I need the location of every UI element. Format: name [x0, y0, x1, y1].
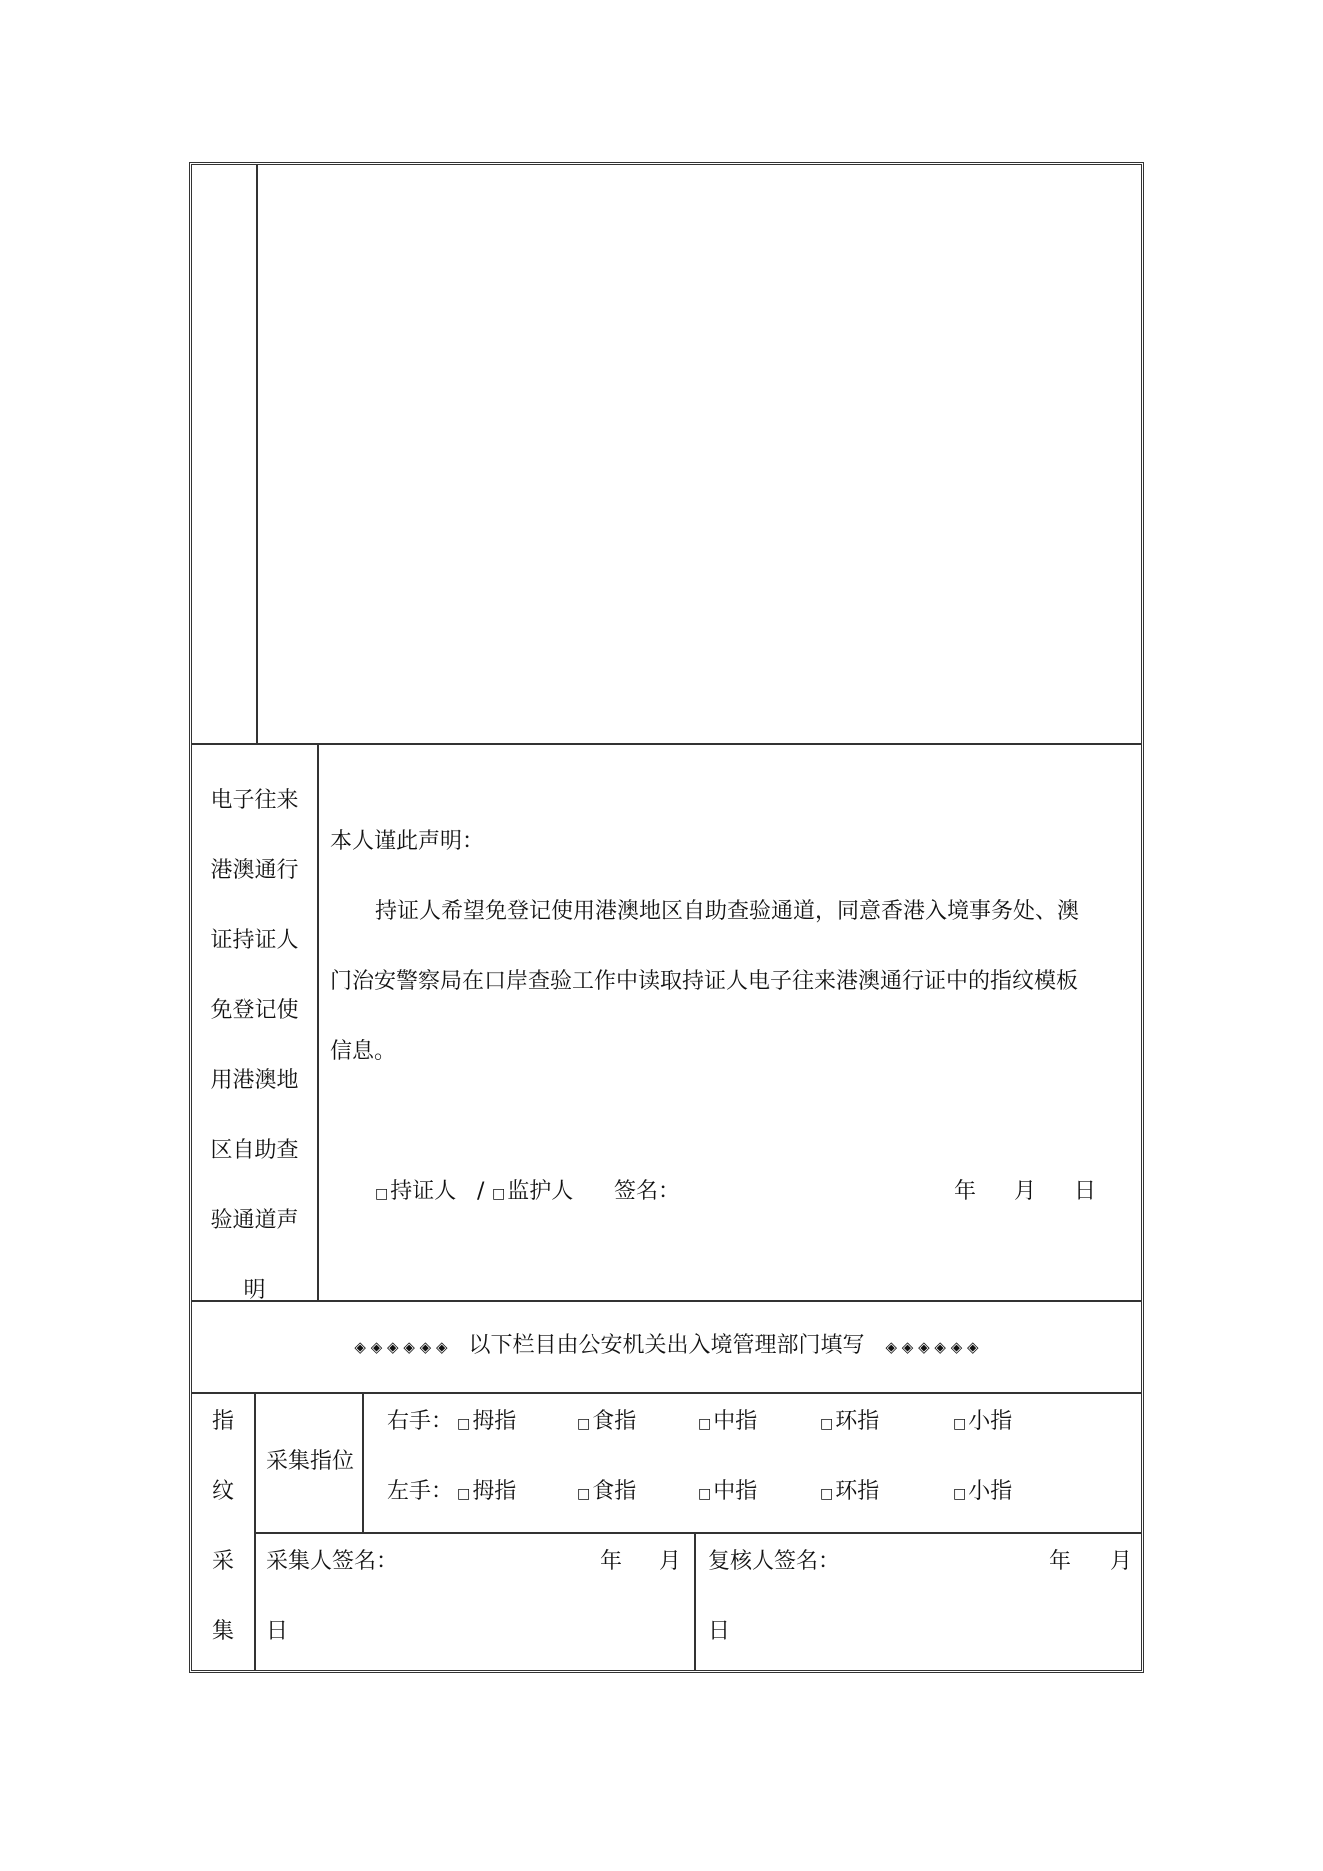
declaration-label-line: 验通道声 — [210, 1208, 299, 1233]
left-thumb-option[interactable] — [457, 1479, 516, 1507]
declaration-date-year: 年 — [954, 1179, 977, 1204]
finger-label: 中指 — [713, 1479, 758, 1504]
finger-label: 食指 — [592, 1409, 637, 1434]
collector-sign-label: 采集人签名： — [266, 1549, 399, 1574]
declaration-label-line: 用港澳地 — [210, 1068, 299, 1093]
left-hand-label: 左手： — [387, 1479, 454, 1504]
right-hand-label: 右手： — [387, 1409, 454, 1434]
declaration-label-line: 明 — [243, 1278, 266, 1303]
declaration-signature-field[interactable] — [682, 1175, 932, 1209]
reviewer-date-day: 日 — [708, 1619, 731, 1644]
checkbox-icon[interactable]: □ — [577, 1416, 591, 1432]
reviewer-sign-label: 复核人签名： — [708, 1549, 841, 1574]
banner-decoration-left: ◈ ◈ ◈ ◈ ◈ ◈ — [354, 1338, 448, 1356]
declaration-date-day: 日 — [1074, 1179, 1097, 1204]
signer-separator: / — [477, 1179, 485, 1204]
reviewer-date-year: 年 — [1049, 1549, 1072, 1574]
signer-holder-option[interactable] — [375, 1179, 456, 1207]
declaration-label-line: 港澳通行 — [210, 858, 299, 883]
finger-label: 食指 — [592, 1479, 637, 1504]
fingerprint-side-label — [192, 1392, 254, 1670]
fingerprint-label-char: 采 — [211, 1549, 234, 1574]
collector-date-year: 年 — [600, 1549, 623, 1574]
finger-label: 中指 — [713, 1409, 758, 1434]
checkbox-icon[interactable]: □ — [953, 1416, 967, 1432]
finger-label: 小指 — [968, 1409, 1013, 1434]
top-blank-content-cell[interactable] — [258, 165, 1141, 743]
declaration-sign-label: 签名： — [614, 1179, 681, 1204]
finger-label: 环指 — [835, 1409, 880, 1434]
declaration-body-line-1: 持证人希望免登记使用港澳地区自助查验通道，同意香港入境事务处、澳 — [375, 899, 1080, 924]
right-little-option[interactable] — [953, 1409, 1012, 1437]
top-blank-label-cell — [192, 165, 256, 743]
declaration-body-line-3: 信息。 — [330, 1039, 397, 1064]
checkbox-icon[interactable]: □ — [492, 1186, 506, 1202]
checkbox-icon[interactable]: □ — [698, 1416, 712, 1432]
left-little-option[interactable] — [953, 1479, 1012, 1507]
divider-declaration — [192, 1300, 1141, 1302]
left-index-option[interactable] — [577, 1479, 636, 1507]
divider-signature-columns — [694, 1532, 696, 1670]
fingerprint-label-char: 指 — [211, 1409, 234, 1434]
divider-finger-rows — [254, 1532, 1141, 1534]
finger-position-label: 采集指位 — [266, 1449, 355, 1474]
collector-date-month: 月 — [659, 1549, 682, 1574]
finger-label: 拇指 — [472, 1479, 517, 1504]
checkbox-icon[interactable]: □ — [820, 1416, 834, 1432]
left-middle-option[interactable] — [698, 1479, 757, 1507]
divider-banner — [192, 1392, 1141, 1394]
official-use-banner — [192, 1333, 1141, 1360]
collector-date-day: 日 — [266, 1619, 289, 1644]
checkbox-icon[interactable]: □ — [820, 1486, 834, 1502]
finger-label: 拇指 — [472, 1409, 517, 1434]
checkbox-icon[interactable]: □ — [457, 1416, 471, 1432]
declaration-heading: 本人谨此声明： — [330, 829, 485, 854]
left-ring-option[interactable] — [820, 1479, 879, 1507]
finger-label: 环指 — [835, 1479, 880, 1504]
divider-declaration-label-column — [317, 743, 319, 1300]
declaration-label-line: 证持证人 — [210, 928, 299, 953]
signer-holder-label: 持证人 — [390, 1179, 457, 1204]
checkbox-icon[interactable]: □ — [375, 1186, 389, 1202]
declaration-body-line-2: 门治安警察局在口岸查验工作中读取持证人电子往来港澳通行证中的指纹模板 — [330, 969, 1079, 994]
declaration-side-label — [192, 743, 317, 1303]
banner-decoration-right: ◈ ◈ ◈ ◈ ◈ ◈ — [885, 1338, 979, 1356]
checkbox-icon[interactable]: □ — [698, 1486, 712, 1502]
checkbox-icon[interactable]: □ — [457, 1486, 471, 1502]
right-index-option[interactable] — [577, 1409, 636, 1437]
right-middle-option[interactable] — [698, 1409, 757, 1437]
divider-fingerprint-label-column — [254, 1392, 256, 1670]
divider-position-label-column — [362, 1392, 364, 1532]
checkbox-icon[interactable]: □ — [577, 1486, 591, 1502]
declaration-label-line: 免登记使 — [210, 998, 299, 1023]
declaration-label-line: 区自助查 — [210, 1138, 299, 1163]
banner-text: 以下栏目由公安机关出入境管理部门填写 — [468, 1333, 865, 1358]
declaration-date-month: 月 — [1014, 1179, 1037, 1204]
right-ring-option[interactable] — [820, 1409, 879, 1437]
fingerprint-label-char: 集 — [211, 1619, 234, 1644]
fingerprint-label-char: 纹 — [211, 1479, 234, 1504]
signer-guardian-label: 监护人 — [507, 1179, 574, 1204]
declaration-label-line: 电子往来 — [210, 788, 299, 813]
reviewer-date-month: 月 — [1110, 1549, 1133, 1574]
divider-top-section — [192, 743, 1141, 745]
reviewer-signature-field[interactable] — [848, 1543, 1018, 1579]
collector-signature-field[interactable] — [407, 1543, 577, 1579]
right-thumb-option[interactable] — [457, 1409, 516, 1437]
signer-guardian-option[interactable] — [492, 1179, 573, 1207]
checkbox-icon[interactable]: □ — [953, 1486, 967, 1502]
application-form-page — [189, 162, 1144, 1673]
finger-label: 小指 — [968, 1479, 1013, 1504]
